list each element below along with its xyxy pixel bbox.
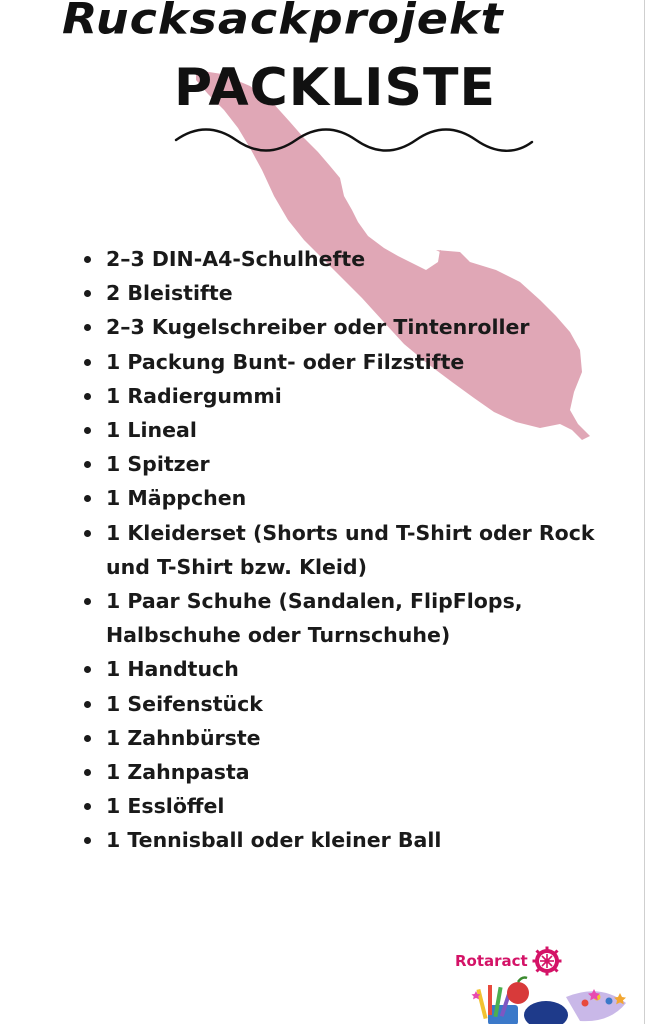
list-item: 1 Radiergummi: [78, 379, 598, 413]
list-item: 1 Spitzer: [78, 447, 598, 481]
wave-divider: [0, 0, 661, 170]
rotary-gear-icon: [532, 946, 562, 976]
rotaract-logo-text: Rotaract: [455, 952, 528, 970]
page-title: PACKLISTE: [174, 58, 496, 118]
list-item: 1 Mäppchen: [78, 481, 598, 515]
list-item: 2–3 DIN-A4-Schulhefte: [78, 242, 598, 276]
list-item: 1 Paar Schuhe (Sandalen, FlipFlops, Halbschuhe oder Turnschuhe): [78, 584, 598, 652]
school-supplies-illustration: [470, 975, 640, 1024]
list-item: 1 Esslöffel: [78, 789, 598, 823]
list-item: 1 Packung Bunt- oder Filzstifte: [78, 345, 598, 379]
list-item: 1 Seifenstück: [78, 687, 598, 721]
script-title: Rucksackprojekt: [62, 0, 504, 44]
list-item: 1 Handtuch: [78, 652, 598, 686]
list-item: 1 Zahnpasta: [78, 755, 598, 789]
rotaract-logo: [455, 946, 562, 976]
list-item: 1 Kleiderset (Shorts und T-Shirt oder Rock und T-Shirt bzw. Kleid): [78, 516, 598, 584]
list-item: 2 Bleistifte: [78, 276, 598, 310]
packing-list: [78, 242, 598, 858]
list-item: 1 Tennisball oder kleiner Ball: [78, 823, 598, 857]
list-item: 1 Zahnbürste: [78, 721, 598, 755]
list-item: 1 Lineal: [78, 413, 598, 447]
list-item: 2–3 Kugelschreiber oder Tintenroller: [78, 310, 598, 344]
